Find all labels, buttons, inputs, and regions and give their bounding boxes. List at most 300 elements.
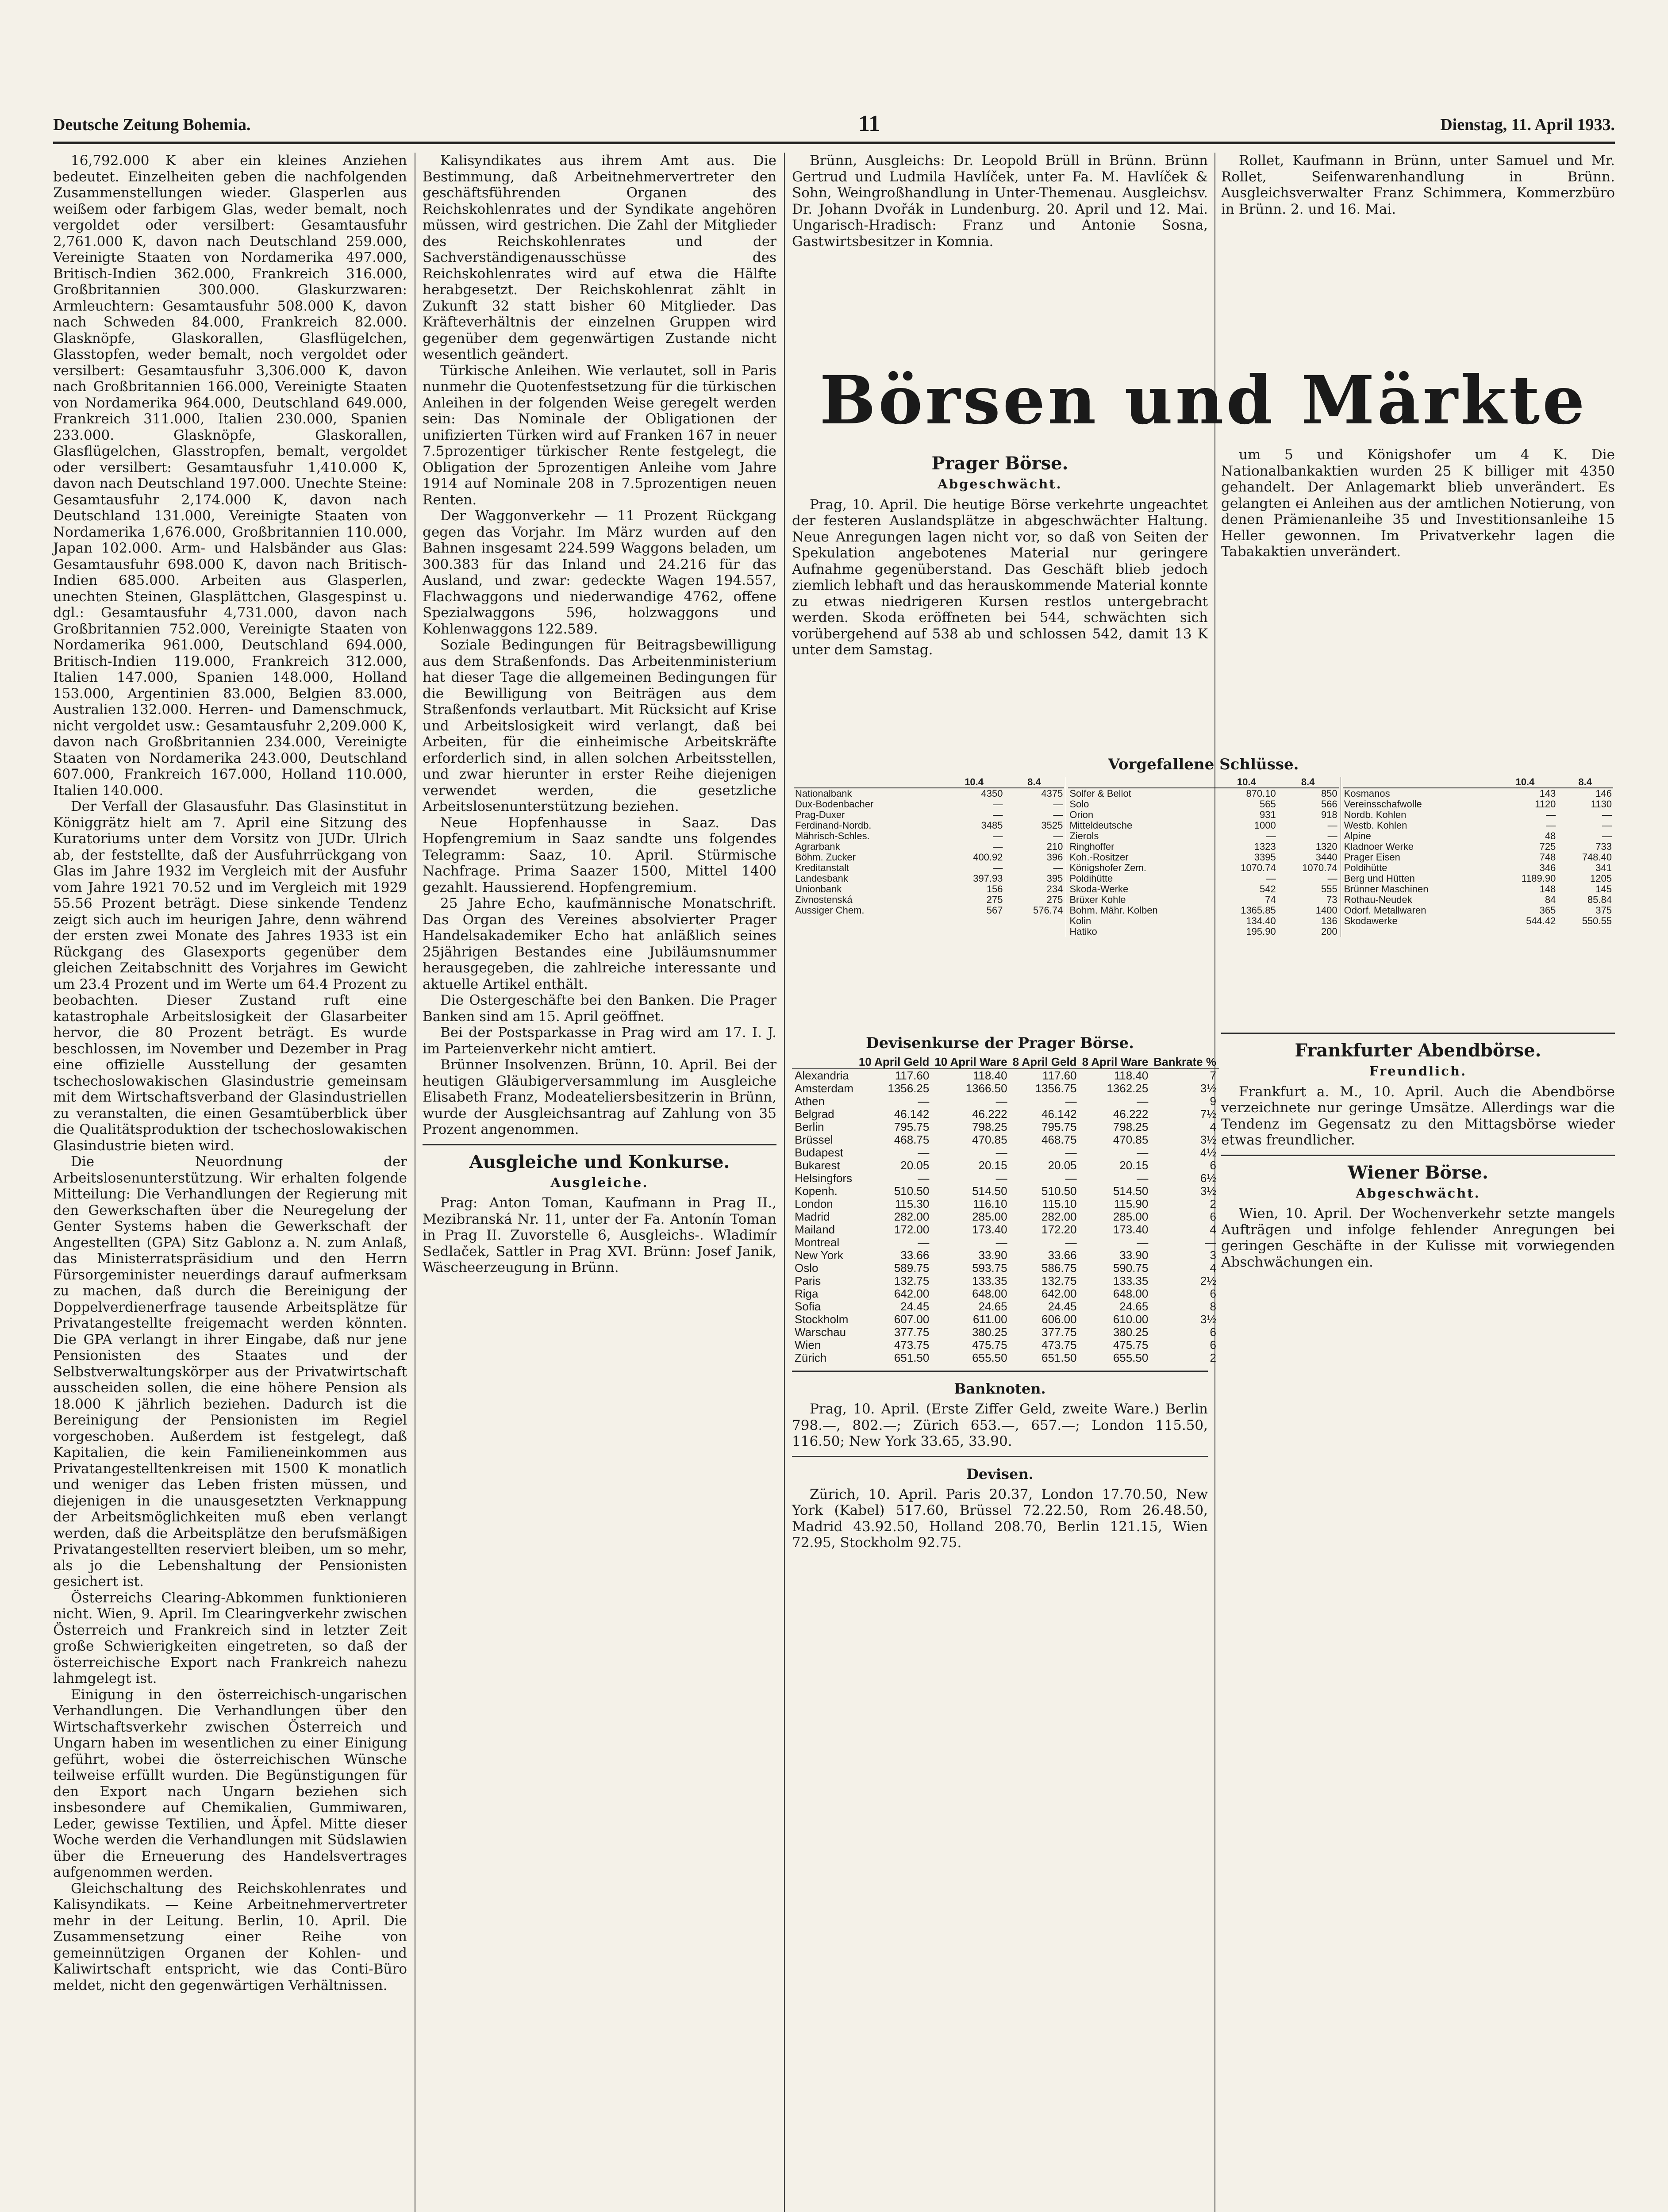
section-title: Ausgleiche und Konkurse. <box>469 1151 730 1172</box>
city-name: Warschau <box>795 1325 846 1339</box>
security-name: Landesbank <box>795 873 848 884</box>
table-row <box>1068 841 1338 852</box>
city-name: New York <box>795 1248 843 1262</box>
table-row <box>1343 884 1613 895</box>
price-cell: — <box>1602 809 1612 820</box>
table-row <box>792 1287 1219 1300</box>
section-title: Banknoten. <box>954 1380 1046 1397</box>
article-paragraph: Wien, 10. April. Der Wochenverkehr setzte mangels Aufträgen und infolge fehlender Anregungen bei geringen Geschäfte in der Kulisse mit vorwiegenden Abschwächungen ein. <box>1221 1206 1615 1270</box>
rate-cell: 642.00 <box>1042 1287 1077 1300</box>
price-cell: — <box>993 799 1003 810</box>
price-cell: 542 <box>1260 883 1276 895</box>
price-cell: — <box>1546 820 1556 831</box>
column-header <box>1068 777 1216 788</box>
article-paragraph: Der Verfall der Glasausfuhr. Das Glasinstitut in Königgrätz hielt am 7. April eine Sitzung des Kuratoriums unter dem Vorsitz von JUDr. Ulrich ab, der feststellte, daß der Ausfuhrrückgang von Glas im Jahre 1932 im Vergleich mit der Ausfuhr vom Jahre 1921 70.52 und im Vergleich mit 1929 55.56 Prozent beträgt. Diese sinkende Tendenz zeigt sich auch im heurigen Jahre, denn während der ersten zwei Monate des Jahres 1933 ist ein Rückgang des Glasexports gegenüber dem gleichen Zeitabschnitt des Vorjahres im Gewicht um 23.4 Prozent und im Werte um 64.4 Prozent zu beobachten. Dieser Zustand ruft eine katastrophale Arbeitslosigkeit der Glasarbeiter hervor, die 80 Prozent beträgt. Es wurde beschlossen, im November und Dezember in Prag eine offizielle Ausstellung der gesamten tschechoslowakischen Glasindustrie gemeinsam mit dem Wirtschaftsverband der Glasindustriellen zu veranstalten, die einen Gesamtüberblick über die Qualitätsproduktion der tschechoslowakischen Glasindustrie bieten wird. <box>53 799 407 1154</box>
rate-cell: 20.05 <box>900 1159 930 1172</box>
article-paragraph: Bei der Postsparkasse in Prag wird am 17. I. J. im Parteienverkehr nicht amtiert. <box>423 1025 776 1057</box>
rate-cell: — <box>995 1146 1007 1159</box>
article-paragraph: Österreichs Clearing-Abkommen funktionieren nicht. Wien, 9. April. Im Clearingverkehr zwischen Österreich und Frankreich sind in letzter Zeit große Schwierigkeiten eingetreten, so daß der österreichische Export nach Frankreich nahezu lahmgelegt ist. <box>53 1590 407 1686</box>
table-row <box>1343 841 1613 852</box>
table-row <box>794 788 1064 799</box>
price-cell: — <box>1053 809 1063 820</box>
security-name: Prager Eisen <box>1344 852 1400 863</box>
page-header <box>53 111 1615 144</box>
security-name: Poldihütte <box>1344 862 1387 873</box>
table-row <box>1343 863 1613 873</box>
price-cell: — <box>1602 830 1612 841</box>
rate-cell: 3½ <box>1200 1133 1216 1146</box>
price-cell: 365 <box>1539 905 1556 916</box>
column-economy-2 <box>423 153 776 2212</box>
price-cell: 400.92 <box>973 852 1003 863</box>
city-name: Madrid <box>795 1210 830 1223</box>
rate-cell: 46.222 <box>1113 1107 1149 1121</box>
column-header: 8 April Ware <box>1080 1056 1151 1069</box>
price-cell: — <box>1266 830 1276 841</box>
security-name: Odorf. Metallwaren <box>1344 905 1426 916</box>
table-row <box>792 1249 1219 1262</box>
price-cell: 567 <box>986 905 1003 916</box>
price-cell: 341 <box>1595 862 1612 873</box>
security-name: Brüxer Kohle <box>1069 894 1126 905</box>
price-cell: — <box>993 862 1003 873</box>
rate-cell: 593.75 <box>972 1261 1007 1275</box>
rate-cell: 798.25 <box>972 1120 1007 1133</box>
price-cell: 74 <box>1265 894 1276 905</box>
table-row <box>792 1300 1219 1313</box>
security-name: Koh.-Rositzer <box>1069 852 1129 863</box>
divider <box>423 1144 776 1145</box>
city-name: Zürich <box>795 1351 827 1364</box>
price-cell: — <box>1266 873 1276 884</box>
column-header <box>794 777 944 788</box>
rate-cell: — <box>1137 1146 1149 1159</box>
security-name: Nationalbank <box>795 788 852 799</box>
rate-cell: — <box>1065 1146 1077 1159</box>
security-name: Agrarbank <box>795 841 840 852</box>
price-cell: 148 <box>1539 883 1556 895</box>
column-exchanges <box>1221 1026 1615 2212</box>
table-row <box>794 799 1064 810</box>
article-paragraph: Die Neuordnung der Arbeitslosenunterstützung. Wir erhalten folgende Mitteilung: Die Verhandlungen der Regierung mit den Gewerkschaften über die Neuregelung der Genter Systems haben die Gewerkschaft der Angestellten (GPA) Sitz Gablonz a. N. zum Anlaß, das Ministerratspräsidium und den Herrn Fürsorgeminister neuerdings darauf aufmerksam zu machen, daß durch die Bereinigung der Doppelverdienerfrage tausende Arbeitsplätze für Privatangestellte freigemacht werden könnten. Die GPA verlangt in ihrer Eingabe, daß nur jene Pensionisten des Staates und der Selbstverwaltungskörper aus der Privatwirtschaft ausscheiden sollen, die eine höhere Pension als 18.000 K jährlich beziehen. Dadurch ist die Bereinigung der Pensionisten im Regiel vorgeschoben. Außerdem ist festgelegt, daß Kapitalien, die kein Familieneinkommen aus Privatangestelltenkreisen mit 1500 K monatlich und weniger das Leben fristen müssen, und diejenigen in die unausgesetzten Verknappung der Arbeitsmöglichkeiten muß eben verlangt werden, daß die Arbeitsplätze den berufsmäßigen Privatangestellten reserviert bleiben, um so mehr, als jo die Lebenshaltung der Pensionisten gesichert ist. <box>53 1154 407 1590</box>
price-cell: 1070.74 <box>1302 862 1337 873</box>
rate-cell: 473.75 <box>894 1338 930 1352</box>
table-row <box>792 1159 1219 1172</box>
table-row <box>792 1210 1219 1223</box>
rate-cell: 3½ <box>1200 1082 1216 1095</box>
price-cell: 145 <box>1595 883 1612 895</box>
rate-cell: — <box>918 1171 930 1185</box>
city-name: Sofia <box>795 1300 821 1313</box>
table-row <box>792 1121 1219 1133</box>
article-paragraph: Neue Hopfenhausse in Saaz. Das Hopfengremium in Saaz sandte uns folgendes Telegramm: Saaz, 10. April. Stürmische Nachfrage. Prima Saazer 1500, Mittel 1400 gezahlt. Haussierend. Hopfengremium. <box>423 814 776 895</box>
table-row <box>794 873 1064 884</box>
city-name: Amsterdam <box>795 1082 853 1095</box>
price-cell: — <box>993 830 1003 841</box>
city-name: Alexandria <box>795 1069 849 1082</box>
city-name: Stockholm <box>795 1313 849 1326</box>
rate-cell: — <box>918 1094 930 1108</box>
article-paragraph: Brünner Insolvenzen. Brünn, 10. April. Bei der heutigen Gläubigerversammlung im Ausgleiche Elisabeth Franz, Modeateliersbesitzerin in Brünn, wurde der Ausgleichsantrag auf Zahlung von 35 Prozent angenommen. <box>423 1057 776 1137</box>
price-cell: 3395 <box>1254 852 1276 863</box>
rate-cell: 20.15 <box>978 1159 1007 1172</box>
city-name: London <box>795 1197 833 1210</box>
table-row <box>792 1146 1219 1159</box>
table-row <box>1343 905 1613 916</box>
price-cell: 48 <box>1545 830 1556 841</box>
table-row <box>794 810 1064 820</box>
article-paragraph: Prag, 10. April. (Erste Ziffer Geld, zweite Ware.) Berlin 798.—, 802.—; Zürich 653.—, 657.—; London 115.50, 116.50; New York 33.65, 33.90. <box>792 1401 1208 1449</box>
rate-cell: 510.50 <box>1042 1184 1077 1198</box>
rate-cell: 33.90 <box>1119 1248 1149 1262</box>
table-row <box>794 895 1064 905</box>
rate-cell: 8 <box>1210 1300 1216 1313</box>
column-header <box>1343 777 1493 788</box>
security-name: Vereinsschafwolle <box>1344 799 1422 810</box>
price-cell: 544.42 <box>1526 915 1556 926</box>
column-header: 10.4 <box>1216 777 1277 788</box>
rate-cell: 470.85 <box>1113 1133 1149 1146</box>
price-cell: 555 <box>1321 883 1337 895</box>
article-paragraph: Die Ostergeschäfte bei den Banken. Die Prager Banken sind am 15. April geöffnet. <box>423 992 776 1025</box>
table-row <box>792 1185 1219 1198</box>
price-cell: 275 <box>986 894 1003 905</box>
table-row <box>792 1223 1219 1236</box>
price-cell: — <box>1546 809 1556 820</box>
rate-cell: 380.25 <box>972 1325 1007 1339</box>
article-paragraph: Türkische Anleihen. Wie verlautet, soll in Paris nunmehr die Quotenfestsetzung für die türkischen Anleihen in der folgenden Weise geregelt werden sein: Das Nominale der Obligationen der unifizierten Türken wird auf Franken 167 in neuer 7.5prozentiger türkischer Rente festgelegt, die Obligation der 5prozentigen Anleihe vom Jahre 1914 auf Nominale 208 in 7.5prozentigen neuen Renten. <box>423 362 776 508</box>
city-name: Kopenh. <box>795 1184 838 1198</box>
rate-cell: 117.60 <box>1042 1069 1077 1082</box>
security-name: Aussiger Chem. <box>795 905 865 916</box>
column-devisen <box>792 1026 1216 2212</box>
rate-cell: 4 <box>1210 1223 1216 1236</box>
security-name: Ferdinand-Nordb. <box>795 820 872 831</box>
table-row <box>794 841 1064 852</box>
column-header <box>792 1056 856 1069</box>
rate-cell: 115.30 <box>895 1197 930 1210</box>
rate-cell: 285.00 <box>1113 1210 1149 1223</box>
price-cell: 275 <box>1046 894 1063 905</box>
divider <box>792 1371 1208 1372</box>
price-cell: 1323 <box>1254 841 1276 852</box>
column-markets-right-top <box>1221 447 1615 734</box>
article-paragraph: Frankfurt a. M., 10. April. Auch die Abendbörse verzeichnete nur geringe Umsätze. Allerdings war die Tendenz im Gegensatz zu den Mittagsbörse wieder etwas freundlicher. <box>1221 1083 1615 1148</box>
section-banner-title: Börsen und Märkte <box>819 361 1587 439</box>
price-cell: 395 <box>1046 873 1063 884</box>
price-cell: 1130 <box>1591 799 1612 810</box>
price-cell: 200 <box>1321 926 1337 937</box>
price-cell: 375 <box>1595 905 1612 916</box>
price-cell: 156 <box>986 883 1003 895</box>
price-cell: — <box>993 841 1003 852</box>
rate-cell: 468.75 <box>1042 1133 1077 1146</box>
table-row <box>792 1133 1219 1146</box>
rate-cell: 24.45 <box>1048 1300 1077 1313</box>
rate-cell: 282.00 <box>1042 1210 1077 1223</box>
section-title: Devisen. <box>966 1465 1034 1482</box>
rate-cell: 116.10 <box>973 1197 1007 1210</box>
security-name: Königshofer Zem. <box>1069 862 1146 873</box>
section-subtitle: Freundlich. <box>1369 1064 1467 1079</box>
price-cell: — <box>1602 820 1612 831</box>
rate-cell: — <box>1137 1236 1149 1249</box>
city-name: Oslo <box>795 1261 819 1275</box>
rate-cell: 798.25 <box>1113 1120 1149 1133</box>
price-cell: 733 <box>1595 841 1612 852</box>
price-cell: 1120 <box>1535 799 1556 810</box>
rate-cell: 115.10 <box>1042 1197 1077 1210</box>
table-row <box>1068 905 1338 916</box>
rate-cell: 6 <box>1210 1210 1216 1223</box>
table-row <box>1068 926 1338 937</box>
price-cell: 146 <box>1595 788 1612 799</box>
table-row <box>1068 799 1338 810</box>
column-header: 10.4 <box>1493 777 1557 788</box>
price-cell: — <box>1053 862 1063 873</box>
price-cell: 1320 <box>1315 841 1337 852</box>
column-header: 10.4 <box>944 777 1004 788</box>
table-row <box>792 1069 1219 1082</box>
rate-cell: 377.75 <box>1042 1325 1077 1339</box>
rate-cell: — <box>995 1236 1007 1249</box>
column-header: 10 April Geld <box>856 1056 932 1069</box>
city-name: Riga <box>795 1287 819 1300</box>
price-cell: 3440 <box>1315 852 1337 863</box>
rate-cell: 380.25 <box>1113 1325 1149 1339</box>
article-paragraph: Der Waggonverkehr — 11 Prozent Rückgang gegen das Vorjahr. Im März wurden auf den Bahnen insgesamt 224.599 Waggons beladen, um 300.383 für das Inland und 24.216 für das Ausland, und zwar: gedeckte Wagen 194.557, Flachwaggons und niederwandige 4762, offene Spezialwaggons 596, holzwaggons und Kohlenwaggons 122.589. <box>423 508 776 637</box>
article-paragraph: Prag, 10. April. Die heutige Börse verkehrte ungeachtet der festeren Auslandsplätze in abgeschwächter Haltung. Neue Anregungen lagen nicht vor, so daß von Seiten der Spekulation angebotenes Material nur geringere Aufnahme gegenüberstand. Das Geschäft blieb jedoch ziemlich lebhaft und das herauskommende Material konnte zu etwas niedrigeren Kursen restlos untergebracht werden. Skoda eröffneten bei 544, schwächten sich vorübergehend auf 538 ab und schlossen 542, damit 13 K unter dem Samstag. <box>792 496 1208 658</box>
table-row <box>1343 895 1613 905</box>
column-header: 8.4 <box>1277 777 1339 788</box>
price-cell: 870.10 <box>1246 788 1276 799</box>
article-paragraph: Kalisyndikates aus ihrem Amt aus. Die Bestimmung, daß Arbeitnehmervertreter den geschäftsführenden Organen des Reichskohlenrates und der Syndikate angehören müssen, wird gestrichen. Die Zahl der Mitglieder des Reichskohlenrates und der Sachverständigenausschüsse des Reichskohlenrates wird auf etwa die Hälfte herabgesetzt. Der Reichskohlenrat zählt in Zukunft 32 statt bisher 60 Mitglieder. Das Kräfteverhältnis der einzelnen Gruppen wird gegenüber dem gegenwärtigen Zustande nicht wesentlich geändert. <box>423 153 776 362</box>
rate-cell: 590.75 <box>1113 1261 1149 1275</box>
price-cell: 397.93 <box>973 873 1003 884</box>
price-cell: 566 <box>1321 799 1337 810</box>
rate-cell: 132.75 <box>1042 1274 1077 1287</box>
rate-cell: 610.00 <box>1113 1313 1149 1326</box>
city-name: Budapest <box>795 1146 843 1159</box>
column-rule <box>784 153 785 2212</box>
rate-cell: 1356.25 <box>888 1082 930 1095</box>
rate-cell: 7 <box>1210 1069 1216 1082</box>
article-paragraph: Gleichschaltung des Reichskohlenrates und Kalisyndikats. — Keine Arbeitnehmervertreter mehr in der Leitung. Berlin, 10. April. Die Zusammensetzung einer Reihe von gemeinnützigen Organen der Kohlen- und Kaliwirtschaft entspricht, wie das Conti-Büro meldet, nicht den gegenwärtigen Verhältnissen. <box>53 1880 407 1993</box>
section-title: Prager Börse. <box>931 453 1068 474</box>
price-cell: 725 <box>1539 841 1556 852</box>
price-cell: 576.74 <box>1033 905 1063 916</box>
price-cell: 748 <box>1539 852 1556 863</box>
rate-cell: 285.00 <box>972 1210 1007 1223</box>
table-row <box>1068 810 1338 820</box>
rate-cell: 46.142 <box>894 1107 930 1121</box>
price-cell: — <box>1053 830 1063 841</box>
security-name: Nordb. Kohlen <box>1344 809 1407 820</box>
rate-cell: 115.90 <box>1114 1197 1149 1210</box>
rate-cell: 3½ <box>1200 1313 1216 1326</box>
rate-cell: 607.00 <box>894 1313 930 1326</box>
price-cell: 1000 <box>1254 820 1276 831</box>
security-name: Unionbank <box>795 883 842 895</box>
price-cell: 550.55 <box>1582 915 1612 926</box>
closing-prices-table <box>792 748 1615 1018</box>
table-row <box>1343 852 1613 863</box>
rate-cell: 33.90 <box>978 1248 1007 1262</box>
article-paragraph: Brünn, Ausgleichs: Dr. Leopold Brüll in Brünn. Brünn Gertrud und Ludmila Havlíček, unter Fa. M. Havlíček & Sohn, Weingroßhandlung in Unter-Themenau. Ausgleichsv. Dr. Johann Dvořák in Lundenburg. 20. April und 12. Mai. Ungarisch-Hradisch: Franz und Antonie Sosna, Gastwirtsbesitzer in Komnia. <box>792 153 1208 250</box>
rate-cell: 24.65 <box>978 1300 1007 1313</box>
price-cell: 195.90 <box>1246 926 1276 937</box>
rate-cell: 648.00 <box>972 1287 1007 1300</box>
price-cell: 748.40 <box>1582 852 1612 863</box>
table-row <box>1343 820 1613 831</box>
price-cell: 1070.74 <box>1241 862 1276 873</box>
rate-cell: 118.40 <box>973 1069 1007 1082</box>
price-cell: — <box>1327 873 1337 884</box>
city-name: Helsingfors <box>795 1171 853 1185</box>
rate-cell: 6½ <box>1200 1171 1216 1185</box>
rate-cell: 1362.25 <box>1107 1082 1149 1095</box>
rate-cell: 133.35 <box>1113 1274 1149 1287</box>
rate-cell: 651.50 <box>1042 1351 1077 1364</box>
city-name: Bukarest <box>795 1159 840 1172</box>
price-cell: 85.84 <box>1587 894 1612 905</box>
rate-cell: 24.45 <box>900 1300 930 1313</box>
price-cell: 1365.85 <box>1241 905 1276 916</box>
divider <box>792 1456 1208 1457</box>
rate-cell: 468.75 <box>894 1133 930 1146</box>
rate-cell: 173.40 <box>1113 1223 1149 1236</box>
security-name: Dux-Bodenbacher <box>795 799 874 810</box>
price-cell: 1189.90 <box>1521 873 1556 884</box>
rate-cell: 2½ <box>1200 1274 1216 1287</box>
security-name: Brünner Maschinen <box>1344 883 1429 895</box>
rate-cell: 795.75 <box>1042 1120 1077 1133</box>
city-name: Mailand <box>795 1223 835 1236</box>
article-paragraph: Zürich, 10. April. Paris 20.37, London 17.70.50, New York (Kabel) 517.60, Brüssel 72.22.50, Rom 26.48.50, Madrid 43.92.50, Holland 208.70, Berlin 121.15, Wien 72.95, Stockholm 92.75. <box>792 1486 1208 1551</box>
rate-cell: 4½ <box>1200 1146 1216 1159</box>
section-title: Frankfurter Abendbörse. <box>1295 1040 1541 1061</box>
rate-cell: — <box>1065 1236 1077 1249</box>
rate-cell: 475.75 <box>972 1338 1007 1352</box>
rate-cell: 586.75 <box>1042 1261 1077 1275</box>
table-row <box>1068 916 1338 926</box>
table-row <box>794 884 1064 895</box>
masthead: Deutsche Zeitung Bohemia. <box>53 115 251 134</box>
column-header: 10 April Ware <box>932 1056 1010 1069</box>
security-name: Mitteldeutsche <box>1069 820 1133 831</box>
table-row <box>792 1339 1219 1352</box>
price-cell: 134.40 <box>1246 915 1276 926</box>
rate-cell: — <box>995 1171 1007 1185</box>
table-row <box>794 820 1064 831</box>
issue-date: Dienstag, 11. April 1933. <box>1440 115 1615 134</box>
table-row <box>792 1275 1219 1287</box>
section-subtitle: Ausgleiche. <box>550 1175 649 1190</box>
rate-cell: 651.50 <box>894 1351 930 1364</box>
price-cell: — <box>1327 820 1337 831</box>
table-row <box>792 1313 1219 1326</box>
security-name: Kreditanstalt <box>795 862 849 873</box>
security-name: Mährisch-Schles. <box>795 830 870 841</box>
price-cell: 1205 <box>1590 873 1612 884</box>
rate-cell: 475.75 <box>1113 1338 1149 1352</box>
rate-cell: 1356.75 <box>1035 1082 1077 1095</box>
city-name: Athen <box>795 1094 825 1108</box>
security-name: Kolin <box>1069 915 1092 926</box>
price-cell: 565 <box>1260 799 1276 810</box>
closing-prices-subtable <box>1343 777 1613 926</box>
security-name: Böhm. Zucker <box>795 852 856 863</box>
security-name: Skodawerke <box>1344 915 1398 926</box>
rate-cell: 9 <box>1210 1094 1216 1108</box>
rate-cell: 282.00 <box>894 1210 930 1223</box>
table-title: Devisenkurse der Prager Börse. <box>866 1034 1134 1052</box>
rate-cell: 514.50 <box>1113 1184 1149 1198</box>
table-row <box>792 1108 1219 1121</box>
table-row <box>792 1352 1219 1364</box>
table-row <box>794 863 1064 873</box>
rate-cell: 606.00 <box>1042 1313 1077 1326</box>
table-row <box>1068 895 1338 905</box>
rate-cell: 172.00 <box>894 1223 930 1236</box>
price-cell: 210 <box>1046 841 1063 852</box>
rate-cell: 133.35 <box>972 1274 1007 1287</box>
divider <box>1221 1033 1615 1034</box>
rate-cell: — <box>1137 1094 1149 1108</box>
rate-cell: 655.50 <box>972 1351 1007 1364</box>
table-row <box>1068 873 1338 884</box>
rate-cell: 33.66 <box>1048 1248 1077 1262</box>
price-cell: 918 <box>1321 809 1337 820</box>
table-row <box>1343 799 1613 810</box>
price-cell: 143 <box>1539 788 1556 799</box>
column-economy-1 <box>53 153 407 2212</box>
closing-prices-subtable <box>794 777 1064 916</box>
rate-cell: 6 <box>1210 1338 1216 1352</box>
column-header: 8 April Geld <box>1010 1056 1080 1069</box>
rate-cell: — <box>1065 1171 1077 1185</box>
security-name: Bohm. Mähr. Kolben <box>1069 905 1158 916</box>
rate-cell: 4 <box>1210 1120 1216 1133</box>
table-row <box>792 1172 1219 1185</box>
rate-cell: 514.50 <box>972 1184 1007 1198</box>
rate-cell: 3½ <box>1200 1184 1216 1198</box>
rate-cell: 118.40 <box>1114 1069 1149 1082</box>
table-row <box>1343 810 1613 820</box>
city-name: Brüssel <box>795 1133 833 1146</box>
security-name: Hatiko <box>1069 926 1097 937</box>
security-name: Skoda-Werke <box>1069 883 1129 895</box>
city-name: Berlin <box>795 1120 824 1133</box>
price-cell: — <box>993 809 1003 820</box>
rate-cell: 470.85 <box>972 1133 1007 1146</box>
divider <box>1221 1155 1615 1156</box>
article-paragraph: 16,792.000 K aber ein kleines Anziehen bedeutet. Einzelheiten geben die nachfolgenden Zusammenstellungen wieder. Glasperlen aus weißem oder farbigem Glas, weder bemalt, noch vergoldet oder versilbert: Gesamtausfuhr 2,761.000 K, davon nach Deutschland 259.000, Vereinigte Staaten von Nordamerika 497.000, Britisch-Indien 362.000, Frankreich 316.000, Großbritannien 300.000. Glaskurzwaren: Armleuchtern: Gesamtausfuhr 508.000 K, davon nach Schweden 84.000, Frankreich 82.000. Glasknöpfe, Glaskorallen, Glasflügelchen, Glasstopfen, weder bemalt, noch vergoldet oder versilbert: Gesamtausfuhr 3,306.000 K, davon nach Großbritannien 166.000, Vereinigte Staaten von Nordamerika 964.000, Deutschland 649.000, Frankreich 311.000, Italien 230.000, Spanien 233.000. Glasknöpfe, Glaskorallen, Glasflügelchen, Glasstropfen, bemalt, vergoldet oder versilbert: Gesamtausfuhr 1,410.000 K, davon nach Deutschland 197.000. Unechte Steine: Gesamtausfuhr 2,174.000 K, davon nach Deutschland 131.000, Vereinigte Staaten von Nordamerika 1,676.000, Großbritannien 110.000, Japan 102.000. Arm- und Halsbänder aus Glas: Gesamtausfuhr 698.000 K, davon nach Britisch-Indien 685.000. Arbeiten aus Glasperlen, unechten Steinen, Glasplättchen, Glasgespinst u. dgl.: Gesamtausfuhr 4,731.000, davon nach Großbritannien 752.000, Vereinigte Staaten von Nordamerika 961.000, Deutschland 694.000, Britisch-Indien 119.000, Frankreich 312.000, Italien 147.000, Spanien 148.000, Holland 153.000, Argentinien 83.000, Belgien 83.000, Australien 132.000. Herren- und Damenschmuck, nicht vergoldet usw.: Gesamtausfuhr 2,209.000 K, davon nach Großbritannien 234.000, Vereinigte Staaten von Nordamerika 243.000, Deutschland 607.000, Frankreich 167.000, Holland 110.000, Italien 140.000. <box>53 153 407 799</box>
table-title: Vorgefallene Schlüsse. <box>1108 756 1299 773</box>
rate-cell: 795.75 <box>894 1120 930 1133</box>
table-row <box>1343 788 1613 799</box>
rate-cell: 377.75 <box>894 1325 930 1339</box>
table-row <box>794 831 1064 841</box>
rate-cell: 172.20 <box>1042 1223 1077 1236</box>
table-row <box>794 852 1064 863</box>
column-insolvencies-left <box>792 153 1208 361</box>
table-row <box>1068 820 1338 831</box>
closing-prices-column <box>792 777 1066 937</box>
price-cell: 346 <box>1539 862 1556 873</box>
security-name: Ringhoffer <box>1069 841 1115 852</box>
rate-cell: 589.75 <box>894 1261 930 1275</box>
